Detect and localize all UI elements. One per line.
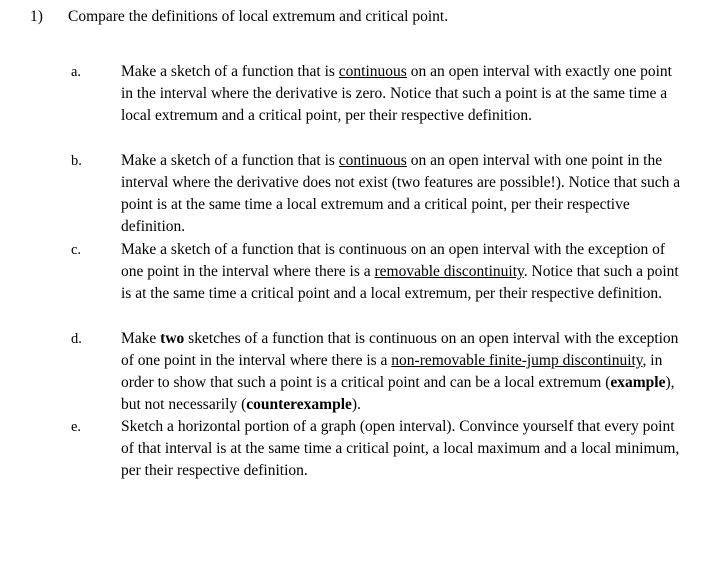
- question-number: 1): [30, 8, 43, 25]
- text-run: , in order to show that such a point is a critical point and can be a local extremum (: [121, 352, 663, 391]
- text-run: . Notice that such a point is at the same time a critical point and a local extremum, per their respective definition.: [121, 263, 679, 302]
- item-letter: c.: [71, 242, 82, 258]
- underlined-term: continuous: [338, 63, 407, 80]
- bold-term: two: [160, 330, 185, 347]
- item-text: [121, 328, 681, 416]
- text-run: ).: [351, 396, 361, 413]
- text-run: Make: [121, 330, 161, 347]
- text-run: Make a sketch of a function that is: [121, 152, 339, 169]
- text-run: sketches of a function that is continuous on an open interval with the exception of one point in the interval where there is a: [121, 330, 679, 369]
- underlined-term: continuous: [338, 152, 407, 169]
- underlined-term: removable discontinuity: [374, 263, 524, 280]
- item-letter: a.: [71, 64, 82, 80]
- item-letter: b.: [71, 153, 82, 169]
- item-text: [121, 416, 681, 482]
- text-run: on an open interval with exactly one point in the interval where the derivative is zero. Notice that such a point is at the same time a local extremum and a critical point, per their respective definition.: [121, 63, 672, 124]
- item-letter: e.: [71, 419, 82, 435]
- question-text: Compare the definitions of local extremum and critical point.: [68, 8, 449, 25]
- bold-term: counterexample: [246, 396, 352, 413]
- underlined-term: non-removable finite-jump discontinuity: [391, 352, 643, 369]
- text-run: on an open interval with one point in the interval where the derivative does not exist (two features are possible!). Notice that such a point is at the same time a local extremum and a critical point, per their respective definition.: [121, 152, 681, 235]
- item-letter: d.: [71, 331, 82, 347]
- bold-term: example: [610, 374, 666, 391]
- text-run: ), but not necessarily (: [121, 374, 675, 413]
- text-run: Make a sketch of a function that is continuous on an open interval with the exception of one point in the interval where there is a: [121, 241, 666, 280]
- item-text: [121, 150, 681, 238]
- question-heading: [30, 6, 448, 27]
- text-run: Make a sketch of a function that is: [121, 63, 339, 80]
- item-text: [121, 239, 681, 305]
- item-text: [121, 61, 681, 127]
- text-run: Sketch a horizontal portion of a graph (open interval). Convince yourself that every point of that interval is at the same time a critical point, a local maximum and a local minimum, per their respective definition.: [121, 418, 680, 479]
